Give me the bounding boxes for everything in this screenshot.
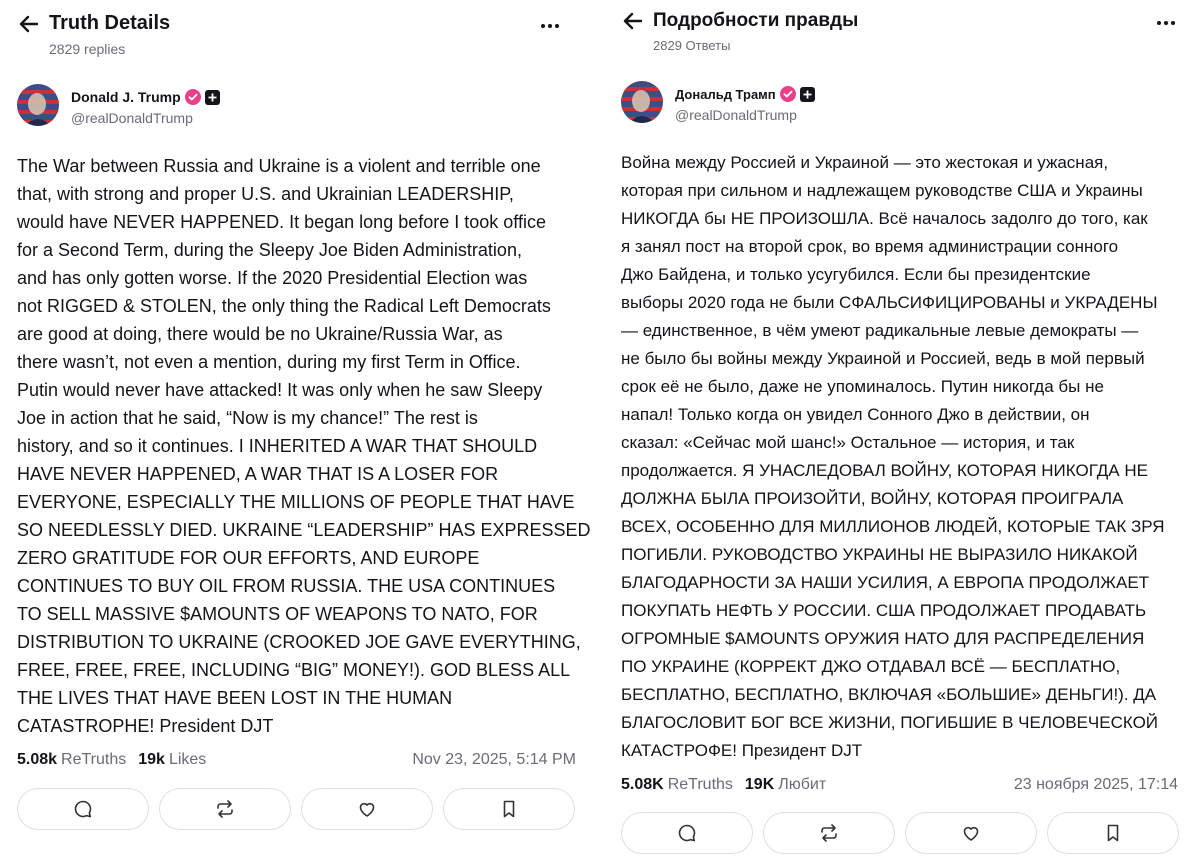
author-name-row[interactable] bbox=[71, 89, 220, 105]
page-title: Подробности правды bbox=[653, 10, 859, 31]
reply-button[interactable] bbox=[17, 788, 149, 830]
like-button[interactable] bbox=[905, 812, 1037, 854]
replies-count: 2829 replies bbox=[49, 41, 126, 57]
post-panel-russian bbox=[604, 0, 1200, 858]
likes-count[interactable]: 19k bbox=[138, 751, 165, 768]
retruths-count[interactable]: 5.08K bbox=[621, 776, 664, 793]
retruth-icon bbox=[215, 799, 235, 819]
avatar[interactable] bbox=[621, 81, 663, 123]
likes-count[interactable]: 19K bbox=[744, 776, 775, 793]
reply-icon bbox=[73, 799, 93, 819]
verified-badge-icon bbox=[780, 86, 796, 102]
author-name-row[interactable] bbox=[675, 86, 815, 102]
avatar[interactable] bbox=[17, 84, 59, 126]
retruth-button[interactable] bbox=[159, 788, 291, 830]
plus-icon bbox=[205, 90, 220, 105]
author-name[interactable]: Дональд Трамп bbox=[675, 86, 776, 102]
bookmark-icon bbox=[499, 799, 519, 819]
avatar-image bbox=[17, 84, 59, 126]
action-bar bbox=[621, 812, 1179, 854]
retruths-label[interactable]: ReTruths bbox=[667, 776, 733, 793]
reply-button[interactable] bbox=[621, 812, 753, 854]
author-handle[interactable]: @realDonaldTrump bbox=[71, 110, 193, 126]
bookmark-button[interactable] bbox=[443, 788, 575, 830]
avatar-image bbox=[621, 81, 663, 123]
like-icon bbox=[961, 823, 981, 843]
retruths-count[interactable]: 5.08k bbox=[17, 751, 58, 768]
back-arrow-icon[interactable] bbox=[17, 12, 41, 36]
bookmark-button[interactable] bbox=[1047, 812, 1179, 854]
likes-label[interactable]: Likes bbox=[168, 751, 207, 768]
retruth-icon bbox=[819, 823, 839, 843]
like-icon bbox=[357, 799, 377, 819]
page-title: Truth Details bbox=[49, 12, 171, 34]
post-date: 23 ноября 2025, 17:14 bbox=[1013, 776, 1178, 793]
retruth-button[interactable] bbox=[763, 812, 895, 854]
more-options-icon[interactable] bbox=[1154, 11, 1178, 35]
post-text: Война между Россией и Украиной — это жестокая и ужасная, которая при сильном и надлежащем руководстве США и Украины НИКОГДА бы НЕ ПРОИЗОШЛА. Всё началось задолго до того, как я занял пост на второй срок, во время администрации сонного Джо Байдена, и только усугубился. Если бы президентские выборы 2020 года не были СФАЛЬСИФИЦИРОВАНЫ и УКРАДЕНЫ — единственное, в чём умеют радикальные левые демократы — не было бы войны между Украиной и Россией, ведь в мой первый срок её не было, даже не упоминалось. Путин никогда бы не напал! Только когда он увидел Сонного Джо в действии, он сказал: «Сейчас мой шанс!» Остальное — история, и так продолжается. Я УНАСЛЕДОВАЛ ВОЙНУ, КОТОРАЯ НИКОГДА НЕ ДОЛЖНА БЫЛА ПРОИЗОЙТИ, ВОЙНУ, КОТОРАЯ ПРОИГРАЛА ВСЕХ, ОСОБЕННО ДЛЯ МИЛЛИОНОВ ЛЮДЕЙ, КОТОРЫЕ ТАК ЗРЯ ПОГИБЛИ. РУКОВОДСТВО УКРАИНЫ НЕ ВЫРАЗИЛО НИКАКОЙ БЛАГОДАРНОСТИ ЗА НАШИ УСИЛИЯ, А ЕВРОПА ПРОДОЛЖАЕТ ПОКУПАТЬ НЕФТЬ У РОССИИ. США ПРОДОЛЖАЕТ ПРОДАВАТЬ ОГРОМНЫЕ $AMOUNTS ОРУЖИЯ НАТО ДЛЯ РАСПРЕДЕЛЕНИЯ ПО УКРАИНЕ (КОРРЕКТ ДЖО ОТДАВАЛ ВСЁ — БЕСПЛАТНО, БЕСПЛАТНО, БЕСПЛАТНО, ВКЛЮЧАЯ «БОЛЬШИЕ» ДЕНЬГИ!). ДА БЛАГОСЛОВИТ БОГ ВСЕ ЖИЗНИ, ПОГИБШИЕ В ЧЕЛОВЕЧЕСКОЙ КАТАСТРОФЕ! Президент DJT bbox=[621, 153, 1165, 760]
plus-icon bbox=[800, 87, 815, 102]
action-bar bbox=[17, 788, 575, 830]
back-arrow-icon[interactable] bbox=[621, 9, 645, 33]
author-handle[interactable]: @realDonaldTrump bbox=[675, 107, 797, 123]
like-button[interactable] bbox=[301, 788, 433, 830]
post-panel-english bbox=[0, 0, 594, 858]
reply-icon bbox=[677, 823, 697, 843]
likes-label[interactable]: Любит bbox=[778, 776, 827, 793]
replies-count: 2829 Ответы bbox=[653, 38, 731, 53]
more-options-icon[interactable] bbox=[538, 14, 562, 38]
post-stats bbox=[17, 751, 218, 769]
bookmark-icon bbox=[1103, 823, 1123, 843]
post-stats bbox=[621, 776, 838, 794]
author-name[interactable]: Donald J. Trump bbox=[71, 89, 181, 105]
post-text: The War between Russia and Ukraine is a violent and terrible one that, with strong and proper U.S. and Ukrainian LEADERSHIP, would have NEVER HAPPENED. It began long before I took office for a Second Term, during the Sleepy Joe Biden Administration, and has only gotten worse. If the 2020 Presidential Election was not RIGGED & STOLEN, the only thing the Radical Left Democrats are good at doing, there would be no Ukraine/Russia War, as there wasn’t, not even a mention, during my first Term in Office. Putin would never have attacked! It was only when he saw Sleepy Joe in action that he said, “Now is my chance!” The rest is history, and so it continues. I INHERITED A WAR THAT SHOULD HAVE NEVER HAPPENED, A WAR THAT IS A LOSER FOR EVERYONE, ESPECIALLY THE MILLIONS OF PEOPLE THAT HAVE SO NEEDLESSLY DIED. UKRAINE “LEADERSHIP” HAS EXPRESSED ZERO GRATITUDE FOR OUR EFFORTS, AND EUROPE CONTINUES TO BUY OIL FROM RUSSIA. THE USA CONTINUES TO SELL MASSIVE $AMOUNTS OF WEAPONS TO NATO, FOR DISTRIBUTION TO UKRAINE (CROOKED JOE GAVE EVERYTHING, FREE, FREE, FREE, INCLUDING “BIG” MONEY!). GOD BLESS ALL THE LIVES THAT HAVE BEEN LOST IN THE HUMAN CATASTROPHE! President DJT bbox=[17, 156, 591, 736]
verified-badge-icon bbox=[185, 89, 201, 105]
post-date: Nov 23, 2025, 5:14 PM bbox=[412, 751, 576, 768]
retruths-label[interactable]: ReTruths bbox=[61, 751, 127, 768]
